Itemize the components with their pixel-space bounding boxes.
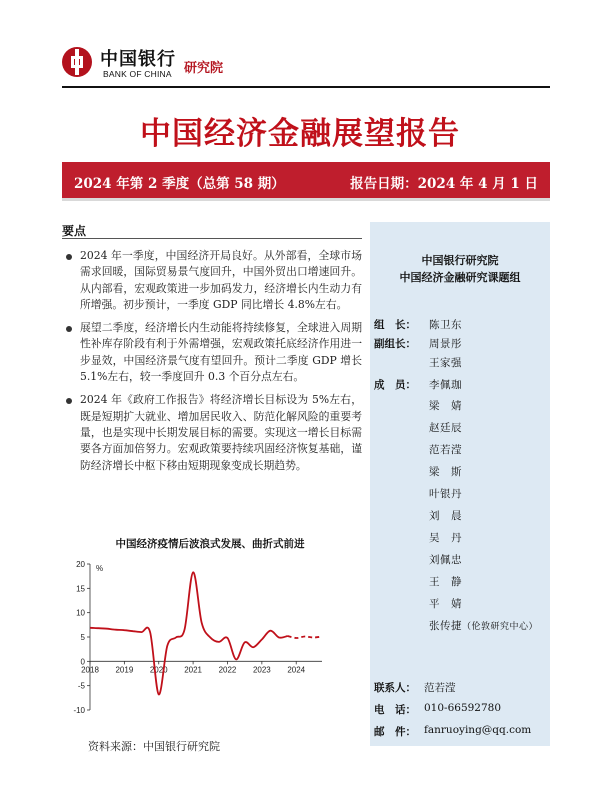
member-affiliation: （伦敦研究中心） bbox=[462, 622, 539, 632]
gdp-forecast-line bbox=[288, 636, 322, 638]
x-tick-label: 2020 bbox=[149, 665, 168, 675]
y-tick-label: 5 bbox=[80, 633, 85, 642]
phone-label: 电 话： bbox=[374, 704, 416, 716]
bank-of-china-logo-icon bbox=[62, 47, 92, 77]
member-name: 梁 婧 bbox=[429, 400, 462, 412]
y-tick-label: 15 bbox=[76, 584, 85, 594]
leader-label: 组 长： bbox=[374, 319, 416, 331]
gdp-growth-chart bbox=[62, 552, 352, 720]
sidebar-team-name: 中国经济金融研究课题组 bbox=[399, 271, 521, 284]
x-tick-label: 2022 bbox=[218, 665, 237, 675]
member-name: 王 静 bbox=[429, 576, 462, 588]
member-name: 刘佩忠 bbox=[429, 554, 462, 566]
keypoint-text: 2024 年一季度，中国经济开局良好。从外部看，全球市场需求回暖，国际贸易景气度回升，中国外贸出口增速回升。从内部看，宏观政策进一步加码发力，经济增长内生动力有所增强。初步预计，一季度 GDP 同比增长 4.8%左右。 bbox=[80, 249, 362, 311]
y-tick-label: -5 bbox=[77, 681, 85, 691]
member-name: 刘 晨 bbox=[429, 510, 462, 522]
keypoint-text: 2024 年《政府工作报告》将经济增长目标设为 5%左右，既是短期扩大就业、增加居民收入、防范化解风险的重要考量，也是实现中长期发展目标的需要。实现这一增长目标需要各方面加倍努力。宏观政策要持续巩固经济恢复基础，谨防经济增长中枢下移由短期现象变成长期趋势。 bbox=[80, 393, 362, 472]
member-name: 赵廷辰 bbox=[429, 422, 462, 434]
x-tick-label: 2021 bbox=[184, 665, 203, 675]
keypoint-item bbox=[62, 320, 362, 385]
issue-banner bbox=[62, 162, 550, 198]
x-tick-label: 2023 bbox=[252, 665, 271, 675]
report-title: 中国经济金融展望报告 bbox=[140, 116, 460, 152]
logo-chinese-name: 中国银行 bbox=[100, 49, 176, 70]
issue-number: 2024 年第 2 季度（总第 58 期） bbox=[74, 176, 285, 192]
member-name: 张传捷 bbox=[429, 620, 462, 632]
keypoint-item bbox=[62, 392, 362, 473]
header-divider bbox=[62, 86, 550, 88]
chart-title: 中国经济疫情后波浪式发展、曲折式前进 bbox=[115, 538, 305, 550]
phone-number: 010-66592780 bbox=[424, 702, 502, 714]
member-name: 平 婧 bbox=[429, 598, 462, 610]
report-header bbox=[0, 0, 600, 90]
sidebar-org-name: 中国银行研究院 bbox=[421, 254, 499, 267]
banner-shadow bbox=[62, 198, 550, 201]
deputy-name: 周景彤 bbox=[429, 338, 462, 350]
x-tick-label: 2019 bbox=[115, 665, 134, 675]
deputy-label: 副组长： bbox=[374, 338, 416, 350]
contact-label: 联系人： bbox=[374, 682, 416, 694]
y-unit-label: % bbox=[96, 564, 104, 573]
member-name: 梁 斯 bbox=[429, 466, 462, 478]
y-tick-label: 0 bbox=[80, 657, 85, 667]
research-team-sidebar bbox=[370, 222, 550, 746]
logo-english-name: BANK OF CHINA bbox=[103, 69, 172, 79]
x-tick-label: 2018 bbox=[81, 665, 99, 675]
gdp-growth-line bbox=[90, 572, 288, 694]
contact-name: 范若滢 bbox=[424, 682, 456, 694]
y-tick-label: 20 bbox=[76, 560, 85, 569]
report-date: 报告日期：2024 年 4 月 1 日 bbox=[350, 176, 538, 192]
institute-name: 研究院 bbox=[184, 61, 224, 76]
member-name: 范若滢 bbox=[429, 444, 462, 456]
leader-name: 陈卫东 bbox=[429, 319, 462, 331]
y-tick-label: 10 bbox=[76, 608, 85, 618]
bullet-icon bbox=[66, 254, 72, 260]
y-tick-label: -10 bbox=[73, 706, 85, 715]
bullet-icon bbox=[66, 398, 72, 404]
chart-source: 资料来源：中国银行研究院 bbox=[88, 740, 220, 753]
email-label: 邮 件： bbox=[374, 726, 416, 738]
member-name: 李佩珈 bbox=[429, 379, 462, 391]
keypoints-divider bbox=[62, 238, 362, 239]
keypoint-text: 展望二季度，经济增长内生动能将持续修复，全球进入周期性补库存阶段有利于外需增强，宏观政策托底经济作用进一步显效，中国经济景气度有望回升。预计二季度 GDP 增长 5.1%左右，较一季度回升 0.3 个百分点左右。 bbox=[80, 321, 362, 384]
member-name: 叶银丹 bbox=[429, 488, 462, 500]
keypoints-heading: 要点 bbox=[62, 224, 87, 238]
member-name: 吴 丹 bbox=[429, 532, 462, 544]
members-label: 成 员： bbox=[374, 379, 416, 391]
x-tick-label: 2024 bbox=[287, 665, 306, 675]
bullet-icon bbox=[66, 326, 72, 332]
keypoints-list bbox=[62, 248, 362, 481]
deputy-name: 王家强 bbox=[429, 357, 462, 369]
keypoint-item bbox=[62, 248, 362, 313]
email-address: fanruoying@qq.com bbox=[424, 724, 532, 736]
